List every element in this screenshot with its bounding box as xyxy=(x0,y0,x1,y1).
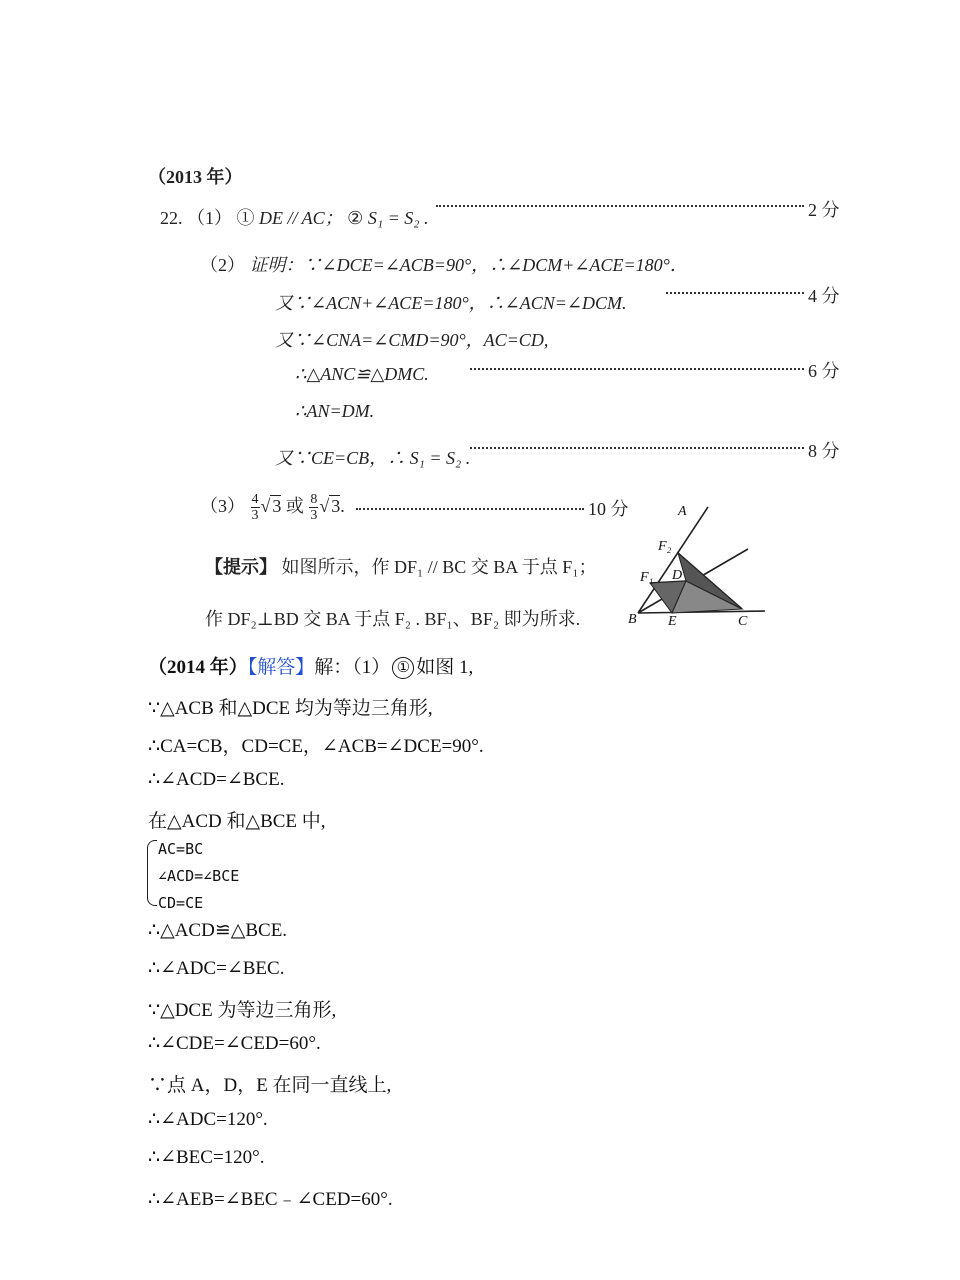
hint-text-1: 如图所示，作 DF₁ // BC 交 BA 于点 F₁； xyxy=(281,557,597,577)
solution-line: ∴∠ACD=∠BCE. xyxy=(148,769,285,790)
item-mark-2: ② xyxy=(347,208,364,228)
geometry-figure xyxy=(620,495,780,635)
score-leader xyxy=(356,508,584,510)
solution-line: ∴∠CDE=∠CED=60°. xyxy=(148,1033,321,1054)
part1-answer-1: DE // AC； xyxy=(259,208,343,228)
score-2: 2 分 xyxy=(808,200,840,220)
solution-line: ∴CA=CB，CD=CE，∠ACB=∠DCE=90°. xyxy=(148,736,484,757)
year-2014-line xyxy=(148,652,473,679)
fraction-8-3: $\frac{8}{3}$ xyxy=(310,492,318,524)
system-equation: AC=BC xyxy=(158,840,204,858)
or-word: 或 xyxy=(285,496,304,516)
score-leader xyxy=(666,292,804,294)
solution-line: ∵△DCE 为等边三角形, xyxy=(148,1000,337,1021)
score-6: 6 分 xyxy=(808,361,840,381)
solution-line: ∴△ACD≌△BCE. xyxy=(148,920,288,941)
hint-line-1 xyxy=(205,553,597,579)
year-2014-header: （2014 年） xyxy=(148,657,248,678)
item-mark-1: ① xyxy=(236,208,255,228)
answer-tag: 【解答】 xyxy=(247,657,315,678)
solution-line: ∴∠ADC=∠BEC. xyxy=(148,958,285,979)
part3-label: （3） xyxy=(200,496,245,516)
proof-step-4: ∴△ANC≌△DMC. xyxy=(295,364,429,384)
fraction-4-3: $\frac{4}{3}$ xyxy=(251,492,259,524)
solution-intro: 解：（1） xyxy=(314,657,391,678)
label-F1: F₁ xyxy=(640,570,654,585)
proof-step-5: ∴AN=DM. xyxy=(295,401,375,421)
proof-step-2: 又∵∠ACN+∠ACE=180°，∴∠ACN=∠DCM. xyxy=(275,293,627,313)
solution-line: ∵点 A，D，E 在同一直线上, xyxy=(148,1075,392,1096)
proof-step-3: 又∵∠CNA=∠CMD=90°，AC=CD, xyxy=(275,330,549,350)
system-equation: ∠ACD=∠BCE xyxy=(158,867,240,885)
solution-line: ∴∠BEC=120°. xyxy=(148,1147,265,1168)
q22-part1-line xyxy=(160,204,428,230)
question-number: 22. xyxy=(160,208,183,228)
part2-line-1 xyxy=(200,251,688,277)
score-leader xyxy=(470,447,804,449)
label-C: C xyxy=(738,614,748,629)
label-F2: F₂ xyxy=(658,539,672,554)
part1-label: （1） xyxy=(187,208,232,228)
circled-one-icon: ① xyxy=(392,657,414,679)
score-leader xyxy=(470,368,804,370)
solution-line: ∴∠ADC=120°. xyxy=(148,1109,268,1130)
system-equation: CD=CE xyxy=(158,894,204,912)
sqrt-radicand: 3 xyxy=(272,496,282,516)
solution-line: ∵△ACB 和△DCE 均为等边三角形, xyxy=(148,698,433,719)
part1-answer-2: S₁ = S₂ . xyxy=(367,208,429,228)
score-8: 8 分 xyxy=(808,441,840,461)
label-E: E xyxy=(668,614,677,629)
hint-tag: 【提示】 xyxy=(205,557,277,577)
part3-line: （3） $\frac{4}{3}$ √ 3 或 $\frac{8}{3}$ √ 3. xyxy=(200,492,345,524)
year-2013-header: （2013 年） xyxy=(148,167,243,187)
equation-system xyxy=(158,836,239,917)
label-A: A xyxy=(678,504,687,519)
part2-label: （2） xyxy=(200,255,245,275)
score-leader xyxy=(436,205,804,207)
solution-intro-rest: 如图 1, xyxy=(416,657,474,678)
solution-line: 在△ACD 和△BCE 中, xyxy=(148,811,326,832)
score-4: 4 分 xyxy=(808,286,840,306)
proof-step-6: 又∵CE=CB，∴ S₁ = S₂ . xyxy=(275,448,471,468)
label-B: B xyxy=(628,612,637,627)
hint-text-2: 作 DF₂⊥BD 交 BA 于点 F₂ . BF₁、BF₂ 即为所求. xyxy=(205,609,581,629)
sqrt-radicand: 3 xyxy=(331,496,341,516)
label-D: D xyxy=(672,568,683,583)
score-10: 10 分 xyxy=(588,499,629,519)
system-brace xyxy=(147,840,157,906)
solution-line: ∴∠AEB=∠BEC﹣∠CED=60°. xyxy=(148,1189,393,1210)
proof-step-1: 证明：∵∠DCE=∠ACB=90°，∴∠DCM+∠ACE=180°． xyxy=(249,255,688,275)
